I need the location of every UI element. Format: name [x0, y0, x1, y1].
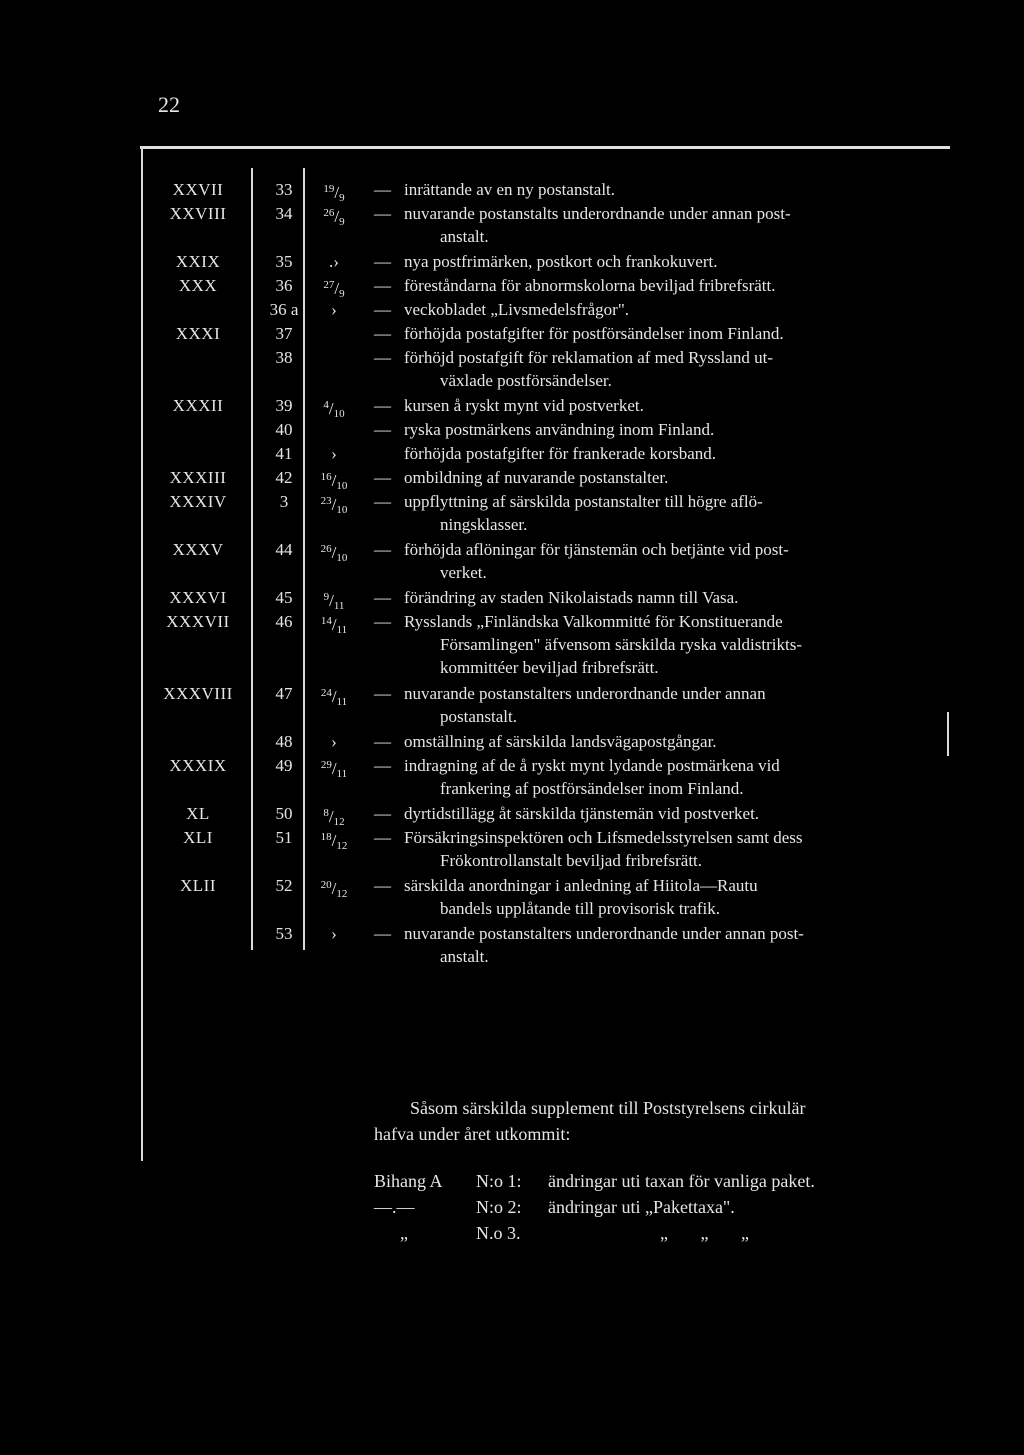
item-number: 46 [275, 612, 293, 631]
circular-number: XL [186, 804, 210, 823]
description-text: nuvarande postanstalters underordnande under annan [404, 684, 766, 703]
table-row [0, 682, 1024, 726]
date-slash: / [329, 591, 334, 610]
description [374, 874, 944, 920]
date-month: 11 [333, 600, 345, 612]
ditto-mark: › [331, 924, 337, 943]
description-continuation: anstalt. [440, 227, 489, 246]
bihang-text: ändringar uti „Pakettaxa". [548, 1197, 735, 1217]
item-number: 47 [275, 684, 293, 703]
description-continuation: Församlingen" äfvensom särskilda ryska valdistrikts- [440, 635, 802, 654]
circular-number: XXXII [172, 396, 224, 415]
date-day: 29 [320, 759, 332, 771]
description [374, 250, 944, 273]
dash-mark: — [374, 324, 391, 343]
circular-number: XXVII [172, 180, 224, 199]
date-slash: / [328, 399, 334, 418]
date-slash: / [334, 279, 340, 298]
item-number: 44 [275, 540, 293, 559]
item-number: 42 [275, 468, 293, 487]
table-row [0, 346, 1024, 390]
description [374, 682, 944, 728]
date-fraction [302, 610, 366, 642]
description-text: förhöjda aflöningar för tjänstemän och betjänte vid post- [404, 540, 789, 559]
date-fraction [302, 298, 366, 321]
date-slash: / [331, 687, 337, 706]
date-month: 10 [333, 408, 345, 420]
date-slash: / [334, 207, 340, 226]
circular-number: XXXIX [169, 756, 227, 775]
date-day: 8 [323, 807, 329, 819]
circular-number: XXIX [175, 252, 221, 271]
dash-mark: — [374, 684, 391, 703]
description [374, 418, 944, 441]
date-fraction [302, 682, 366, 714]
date-slash: / [331, 759, 337, 778]
item-number: 41 [275, 444, 293, 463]
circular-number: XXXIII [169, 468, 227, 487]
description-continuation: verket. [440, 563, 487, 582]
description-text: ombildning af nuvarande postanstalter. [404, 468, 669, 487]
description-text: dyrtidstillägg åt särskilda tjänstemän vid postverket. [404, 804, 760, 823]
description [374, 922, 944, 968]
description-text: förändring av staden Nikolaistads namn till Vasa. [404, 588, 739, 607]
item-number: 52 [275, 876, 293, 895]
description-continuation: frankering af postförsändelser inom Finland. [440, 779, 744, 798]
table-row [0, 874, 1024, 918]
description-text: inrättande av en ny postanstalt. [404, 180, 616, 199]
dash-mark: — [374, 588, 391, 607]
date-fraction [302, 730, 366, 753]
dash-mark: — [374, 180, 391, 199]
description [374, 394, 944, 417]
date-slash: / [331, 831, 337, 850]
description-text: förhöjda postafgifter för postförsändelser inom Finland. [404, 324, 784, 343]
dash-mark: — [374, 204, 391, 223]
circular-number: XXXVIII [163, 684, 233, 703]
table-row [0, 754, 1024, 798]
description-continuation: ningsklasser. [440, 515, 528, 534]
description-text: föreståndarna för abnormskolorna beviljad fribrefsrätt. [404, 276, 776, 295]
description [374, 730, 944, 753]
item-number: 48 [275, 732, 293, 751]
description-continuation: bandels upplåtande till provisorisk trafik. [440, 899, 720, 918]
description [374, 442, 944, 465]
date-slash: / [331, 495, 337, 514]
circular-number: XXVIII [169, 204, 227, 223]
date-fraction [302, 202, 366, 234]
supplement-note-line2: hafva under året utkommit: [374, 1124, 571, 1144]
ditto-mark: › [331, 300, 337, 319]
dash-mark: — [374, 804, 391, 823]
dash-mark: — [374, 492, 391, 511]
date-month: 9 [339, 192, 345, 204]
table-row [0, 922, 1024, 966]
date-day: 26 [323, 207, 335, 219]
description [374, 490, 944, 536]
bihang-no: N:o 1: [476, 1171, 522, 1191]
description-text: indragning af de å ryskt mynt lydande postmärkena vid [404, 756, 780, 775]
date-fraction [302, 826, 366, 858]
item-number: 49 [275, 756, 293, 775]
dash-mark: — [374, 924, 391, 943]
dash-mark: — [374, 756, 391, 775]
supplement-note-line1: Såsom särskilda supplement till Poststyrelsens cirkulär [410, 1098, 806, 1118]
bihang-no: N.o 3. [476, 1223, 521, 1243]
item-number: 35 [275, 252, 293, 271]
table-row [0, 202, 1024, 246]
description [374, 754, 944, 800]
page-number: 22 [158, 92, 180, 117]
date-fraction [302, 922, 366, 945]
date-day: 14 [320, 615, 332, 627]
description-text: omställning af särskilda landsvägapostgångar. [404, 732, 717, 751]
item-number: 3 [279, 492, 289, 511]
date-fraction [302, 442, 366, 465]
item-number: 34 [275, 204, 293, 223]
date-slash: / [334, 183, 340, 202]
item-number: 45 [275, 588, 293, 607]
description-text: uppflyttning af särskilda postanstalter till högre aflö- [404, 492, 763, 511]
description [374, 202, 944, 248]
date-day: 18 [320, 831, 332, 843]
dash-mark: — [374, 348, 391, 367]
description-text: Försäkringsinspektören och Lifsmedelsstyrelsen samt dess [404, 828, 803, 847]
circular-number: XLII [180, 876, 216, 895]
description-continuation: kommittéer beviljad fribrefsrätt. [440, 658, 659, 677]
description-text: kursen å ryskt mynt vid postverket. [404, 396, 644, 415]
circular-number: XXXIV [169, 492, 227, 511]
ditto-mark: › [331, 444, 337, 463]
bihang-label: Bihang A [374, 1171, 443, 1191]
item-number: 33 [275, 180, 293, 199]
dash-mark: — [374, 396, 391, 415]
bihang-text: ändringar uti taxan för vanliga paket. [548, 1171, 815, 1191]
table-row [0, 610, 1024, 677]
date-day: 20 [320, 879, 332, 891]
dash-mark: — [374, 300, 391, 319]
date-day: 26 [320, 543, 332, 555]
description-continuation: anstalt. [440, 947, 489, 966]
date-month: 11 [336, 624, 348, 636]
bihang-label: —.— [374, 1197, 415, 1217]
bihang-text: „ „ „ [660, 1223, 749, 1243]
description [374, 274, 944, 297]
description-continuation: postanstalt. [440, 707, 517, 726]
description [374, 346, 944, 392]
date-month: 11 [336, 768, 348, 780]
dash-mark: — [374, 276, 391, 295]
description-text: förhöjda postafgifter för frankerade korsband. [404, 444, 717, 463]
description-continuation: växlade postförsändelser. [440, 371, 612, 390]
date-fraction [302, 874, 366, 906]
circular-number: XXXVI [169, 588, 227, 607]
dash-mark: — [374, 468, 391, 487]
table-row [0, 826, 1024, 870]
description-text: Rysslands „Finländska Valkommitté för Konstituerande [404, 612, 783, 631]
date-month: 10 [336, 504, 348, 516]
description [374, 538, 944, 584]
dash-mark: — [374, 612, 391, 631]
date-slash: / [331, 879, 337, 898]
date-fraction [302, 538, 366, 570]
description-text: nuvarande postanstalts underordnande under annan post- [404, 204, 791, 223]
date-fraction [302, 490, 366, 522]
date-slash: / [331, 615, 337, 634]
description [374, 802, 944, 825]
date-day: 27 [323, 279, 335, 291]
description-text: nya postfrimärken, postkort och frankokuvert. [404, 252, 718, 271]
description [374, 466, 944, 489]
dash-mark: — [374, 732, 391, 751]
item-number: 39 [275, 396, 293, 415]
date-day: 4 [323, 399, 329, 411]
date-day: 23 [320, 495, 332, 507]
date-month: 9 [339, 216, 345, 228]
date-day: 16 [320, 471, 332, 483]
item-number: 38 [275, 348, 293, 367]
date-slash: / [331, 471, 337, 490]
date-month: 10 [336, 480, 348, 492]
table-row [0, 490, 1024, 534]
date-month: 10 [336, 552, 348, 564]
circular-number: XXXV [172, 540, 224, 559]
description-text: ryska postmärkens användning inom Finland. [404, 420, 715, 439]
description-text: särskilda anordningar i anledning af Hiitola—Rautu [404, 876, 758, 895]
item-number: 51 [275, 828, 293, 847]
item-number: 50 [275, 804, 293, 823]
date-month: 12 [336, 840, 348, 852]
circular-number: XLI [183, 828, 213, 847]
item-number: 37 [275, 324, 293, 343]
item-number: 36 [275, 276, 293, 295]
ditto-mark: › [331, 732, 337, 751]
description [374, 178, 944, 201]
date-day: 9 [323, 591, 330, 603]
item-number: 53 [275, 924, 293, 943]
dash-mark: — [374, 876, 391, 895]
dash-mark: — [374, 540, 391, 559]
date-month: 11 [336, 696, 348, 708]
description-text: förhöjd postafgift för reklamation af med Ryssland ut- [404, 348, 773, 367]
date-slash: / [328, 807, 334, 826]
description-text: nuvarande postanstalters underordnande under annan post- [404, 924, 804, 943]
item-number: 36 a [269, 300, 299, 319]
description [374, 610, 944, 679]
dash-mark: — [374, 828, 391, 847]
dash-mark: — [374, 252, 391, 271]
description [374, 826, 944, 872]
date-month: 9 [339, 288, 345, 300]
bihang-no: N:o 2: [476, 1197, 522, 1217]
ditto-mark: .› [329, 252, 339, 271]
description-text: veckobladet „Livsmedelsfrågor". [404, 300, 630, 319]
circular-number: XXXI [175, 324, 221, 343]
dash-mark: — [374, 420, 391, 439]
date-slash: / [331, 543, 337, 562]
date-day: 19 [323, 183, 335, 195]
date-day: 24 [320, 687, 332, 699]
description [374, 586, 944, 609]
description [374, 322, 944, 345]
date-fraction [302, 754, 366, 786]
date-fraction [302, 250, 366, 273]
circular-number: XXXVII [166, 612, 230, 631]
item-number: 40 [275, 420, 293, 439]
table-row [0, 538, 1024, 582]
date-month: 12 [336, 888, 348, 900]
circular-number: XXX [178, 276, 218, 295]
description-continuation: Frökontrollanstalt beviljad fribrefsrätt. [440, 851, 703, 870]
bihang-label: „ [400, 1223, 408, 1243]
description [374, 298, 944, 321]
date-month: 12 [333, 816, 345, 828]
